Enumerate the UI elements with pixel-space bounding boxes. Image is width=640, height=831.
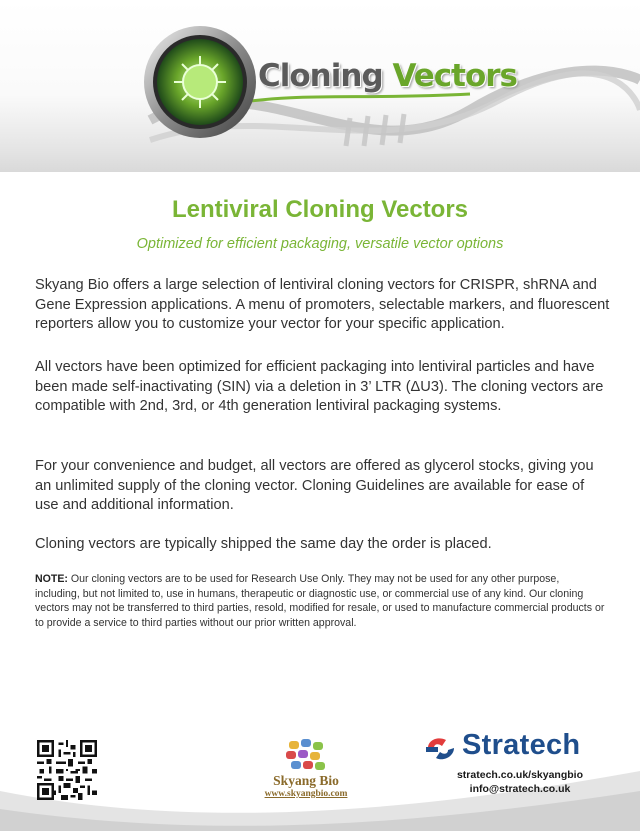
stratech-email[interactable]: info@stratech.co.uk: [469, 783, 571, 795]
stratech-link[interactable]: stratech.co.uk/skyangbio: [456, 769, 584, 781]
note-label: NOTE:: [35, 573, 68, 585]
note-disclaimer: [35, 572, 605, 630]
skyang-bio-name: Skyang Bio: [273, 773, 339, 788]
paragraph-intro: Skyang Bio offers a large selection of lentiviral cloning vectors for CRISPR, shRNA and Gene Expression applications. A menu of promoters, selectable markers, and fluorescent reporters allow you to customize your vector for your specific application.: [35, 277, 610, 332]
stratech-logo-icon: [424, 734, 458, 764]
page-subtitle: Optimized for efficient packaging, versatile vector options: [136, 236, 504, 252]
skyang-bio-logo: [283, 738, 329, 778]
paragraph-glycerol-stocks: For your convenience and budget, all vectors are offered as glycerol stocks, giving you an unlimited supply of the cloning vector. Cloning Guidelines are available for ease of use and additional information.: [35, 458, 594, 513]
paragraph-packaging: All vectors have been optimized for efficient packaging into lentiviral particles and have been made self-inactivating (SIN) via a deletion in 3’ LTR (ΔU3). The cloning vectors are compatible with 2nd, 3rd, or 4th generation lentiviral packaging systems.: [35, 359, 604, 414]
banner-word-cloning: Cloning: [258, 58, 383, 94]
note-text: Our cloning vectors are to be used for Research Use Only. They may not be used for any other purpose, including, but not limited to, use in humans, therapeutic or diagnostic use, or commercial use of any kind. Our cloning vectors may not be transferred to third parties, resold, modified for resale, or used to manufacture commercial products or to provide a service to third parties without our prior written approval.: [35, 573, 605, 629]
skyang-bio-link[interactable]: www.skyangbio.com: [264, 789, 348, 799]
stratech-brand: Stratech: [462, 729, 581, 761]
page-title: Lentiviral Cloning Vectors: [171, 196, 469, 223]
banner-title: [258, 58, 517, 94]
qr-code[interactable]: [37, 740, 97, 800]
paragraph-shipping: Cloning vectors are typically shipped the same day the order is placed.: [35, 536, 492, 552]
banner-word-vectors: Vectors: [392, 58, 517, 94]
header-banner: [0, 0, 640, 172]
